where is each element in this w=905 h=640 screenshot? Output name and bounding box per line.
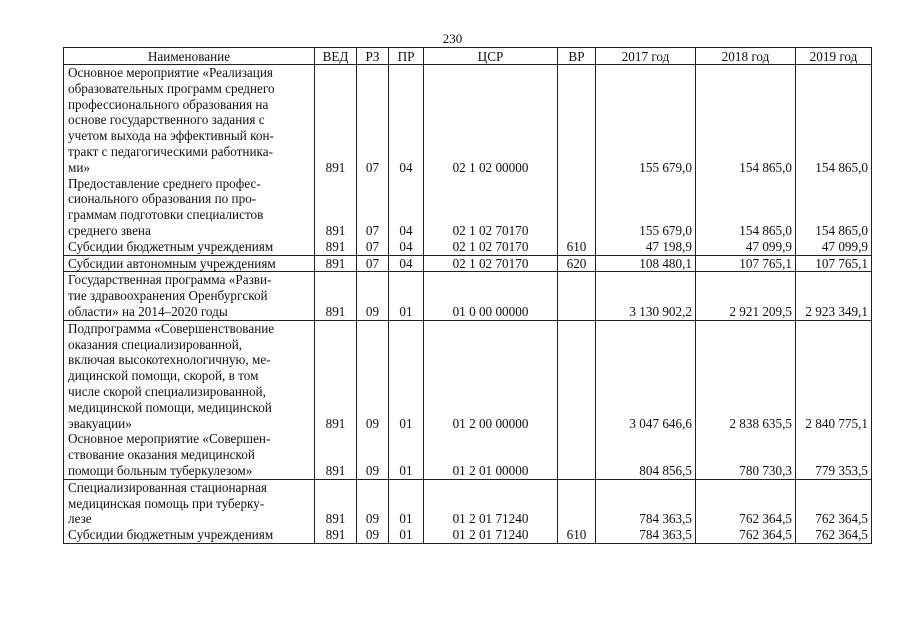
table-row [64, 431, 872, 479]
cell-2019: 779 353,5 [796, 431, 872, 479]
cell-2017: 3 047 646,6 [596, 320, 696, 431]
cell-vr [558, 176, 596, 239]
page-number: 230 [442, 31, 463, 46]
cell-vr [558, 65, 596, 176]
name-line: помощи больным туберкулезом» [68, 462, 253, 478]
name-line: Основное мероприятие «Реализация [68, 65, 273, 80]
cell-ved: 891 [315, 65, 357, 176]
cell-2019: 154 865,0 [796, 176, 872, 239]
cell-2018: 762 364,5 [696, 527, 796, 543]
table-row [64, 239, 872, 255]
cell-2018: 154 865,0 [696, 176, 796, 239]
header-2017: 2017 год [596, 48, 696, 65]
cell-rz: 09 [357, 527, 389, 543]
cell-2018: 762 364,5 [696, 479, 796, 527]
table-row [64, 65, 872, 176]
budget-table [63, 47, 872, 544]
cell-name [64, 479, 315, 527]
name-line: Специализированная стационарная [68, 479, 267, 495]
cell-rz: 07 [357, 65, 389, 176]
cell-vr [558, 272, 596, 320]
cell-pr: 01 [389, 320, 424, 431]
cell-2018: 780 730,3 [696, 431, 796, 479]
cell-name [64, 176, 315, 239]
cell-ved: 891 [315, 272, 357, 320]
name-line: тракт с педагогическими работника- [68, 143, 273, 159]
table-row [64, 320, 872, 431]
cell-name [64, 255, 315, 272]
cell-vr [558, 431, 596, 479]
cell-csr: 01 2 01 71240 [424, 479, 558, 527]
name-line: профессионального образования на [68, 96, 269, 112]
table-row [64, 176, 872, 239]
cell-pr: 01 [389, 527, 424, 543]
name-line: числе скорой специализированной, [68, 383, 266, 399]
cell-name [64, 65, 315, 176]
header-ved: ВЕД [315, 48, 357, 65]
name-line: ствование оказания медицинской [68, 447, 255, 463]
table-body [64, 65, 872, 544]
header-name: Наименование [64, 48, 315, 65]
cell-name [64, 431, 315, 479]
name-line: включая высокотехнологичную, ме- [68, 352, 271, 368]
cell-pr: 01 [389, 272, 424, 320]
cell-csr: 02 1 02 00000 [424, 65, 558, 176]
cell-pr: 04 [389, 239, 424, 255]
name-line: Подпрограмма «Совершенствование [68, 320, 275, 336]
cell-vr: 620 [558, 255, 596, 272]
cell-2019: 154 865,0 [796, 65, 872, 176]
cell-2017: 804 856,5 [596, 431, 696, 479]
cell-2019: 762 364,5 [796, 479, 872, 527]
cell-2017: 3 130 902,2 [596, 272, 696, 320]
cell-2018: 154 865,0 [696, 65, 796, 176]
cell-ved: 891 [315, 255, 357, 272]
name-line: ми» [68, 159, 90, 175]
cell-pr: 01 [389, 431, 424, 479]
name-line: основе государственного задания с [68, 112, 265, 128]
cell-2018: 47 099,9 [696, 239, 796, 255]
name-line: эвакуации» [68, 415, 132, 431]
cell-2018: 2 921 209,5 [696, 272, 796, 320]
cell-ved: 891 [315, 239, 357, 255]
name-line: Субсидии автономным учреждениям [68, 255, 276, 271]
cell-ved: 891 [315, 431, 357, 479]
cell-2019: 762 364,5 [796, 527, 872, 543]
header-pr: ПР [389, 48, 424, 65]
cell-pr: 04 [389, 65, 424, 176]
cell-2017: 784 363,5 [596, 479, 696, 527]
cell-name [64, 272, 315, 320]
cell-2018: 107 765,1 [696, 255, 796, 272]
name-line: образовательных программ среднего [68, 80, 275, 96]
name-line: граммам подготовки специалистов [68, 207, 264, 223]
cell-2017: 47 198,9 [596, 239, 696, 255]
cell-rz: 09 [357, 272, 389, 320]
name-line: Основное мероприятие «Совершен- [68, 431, 271, 447]
cell-ved: 891 [315, 320, 357, 431]
cell-csr: 02 1 02 70170 [424, 239, 558, 255]
cell-2018: 2 838 635,5 [696, 320, 796, 431]
name-line: Субсидии бюджетным учреждениям [68, 527, 274, 543]
cell-csr: 02 1 02 70170 [424, 176, 558, 239]
name-line: медицинской помощи, медицинской [68, 399, 272, 415]
cell-name [64, 239, 315, 255]
cell-vr [558, 320, 596, 431]
cell-rz: 09 [357, 320, 389, 431]
cell-csr: 01 2 01 00000 [424, 431, 558, 479]
name-line: учетом выхода на эффективный кон- [68, 128, 274, 144]
cell-name [64, 527, 315, 543]
cell-vr: 610 [558, 239, 596, 255]
cell-2019: 47 099,9 [796, 239, 872, 255]
cell-csr: 01 0 00 00000 [424, 272, 558, 320]
cell-pr: 04 [389, 255, 424, 272]
name-line: тие здравоохранения Оренбургской [68, 288, 268, 304]
name-line: лезе [68, 511, 92, 527]
name-line: медицинская помощь при туберку- [68, 495, 265, 511]
cell-name [64, 320, 315, 431]
name-line: дицинской помощи, скорой, в том [68, 368, 259, 384]
cell-csr: 01 2 01 71240 [424, 527, 558, 543]
cell-2019: 2 840 775,1 [796, 320, 872, 431]
cell-rz: 07 [357, 239, 389, 255]
cell-pr: 01 [389, 479, 424, 527]
table-row [64, 527, 872, 543]
header-2018: 2018 год [696, 48, 796, 65]
cell-rz: 09 [357, 431, 389, 479]
cell-ved: 891 [315, 176, 357, 239]
cell-2019: 107 765,1 [796, 255, 872, 272]
cell-ved: 891 [315, 527, 357, 543]
header-2019: 2019 год [796, 48, 872, 65]
name-line: Государственная программа «Разви- [68, 272, 272, 288]
cell-2017: 155 679,0 [596, 176, 696, 239]
cell-rz: 09 [357, 479, 389, 527]
name-line: области» на 2014–2020 годы [68, 303, 228, 319]
name-line: среднего звена [68, 222, 151, 238]
cell-pr: 04 [389, 176, 424, 239]
table-row [64, 255, 872, 272]
cell-2019: 2 923 349,1 [796, 272, 872, 320]
header-vr: ВР [558, 48, 596, 65]
cell-csr: 02 1 02 70170 [424, 255, 558, 272]
cell-vr [558, 479, 596, 527]
name-line: Субсидии бюджетным учреждениям [68, 238, 274, 254]
header-row [64, 48, 872, 65]
name-line: оказания специализированной, [68, 336, 243, 352]
cell-csr: 01 2 00 00000 [424, 320, 558, 431]
cell-vr: 610 [558, 527, 596, 543]
cell-2017: 784 363,5 [596, 527, 696, 543]
name-line: Предоставление среднего профес- [68, 175, 261, 191]
cell-2017: 108 480,1 [596, 255, 696, 272]
table-row [64, 272, 872, 320]
table-row [64, 479, 872, 527]
cell-rz: 07 [357, 255, 389, 272]
header-csr: ЦСР [424, 48, 558, 65]
cell-rz: 07 [357, 176, 389, 239]
name-line: сионального образования по про- [68, 191, 257, 207]
header-rz: РЗ [357, 48, 389, 65]
cell-2017: 155 679,0 [596, 65, 696, 176]
cell-ved: 891 [315, 479, 357, 527]
